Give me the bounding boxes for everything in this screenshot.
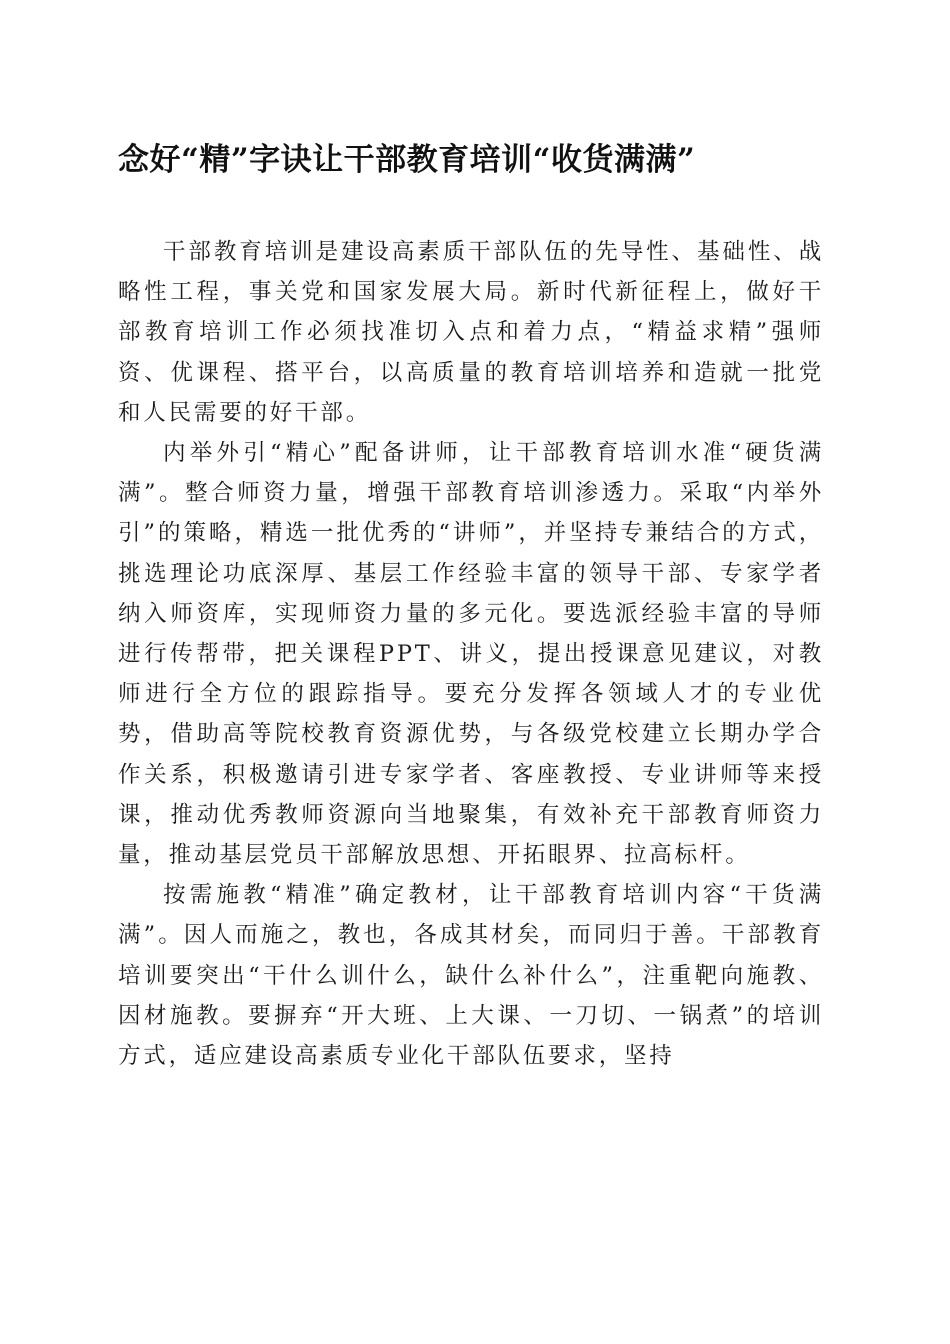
paragraph-materials: 按需施教“精准”确定教材，让干部教育培训内容“干货满满”。因人而施之，教也，各成其材矣，而同归于善。干部教育培训要突出“干什么训什么，缺什么补什么”，注重靶向施教、因材施教。要摒弃“开大班、上大课、一刀切、一锅煮”的培训方式，适应建设高素质专业化干部队伍要求，坚持 (118, 882, 824, 1070)
document-body (118, 232, 824, 1076)
document-title: 念好“精”字诀让干部教育培训“收货满满” (118, 142, 696, 178)
paragraph-intro: 干部教育培训是建设高素质干部队伍的先导性、基础性、战略性工程，事关党和国家发展大局。新时代新征程上，做好干部教育培训工作必须找准切入点和着力点，“精益求精”强师资、优课程、搭平台，以高质量的教育培训培养和造就一批党和人民需要的好干部。 (118, 239, 824, 426)
paragraph-teachers: 内举外引“精心”配备讲师，让干部教育培训水准“硬货满满”。整合师资力量，增强干部教育培训渗透力。采取“内举外引”的策略，精选一批优秀的“讲师”，并坚持专兼结合的方式，挑选理论功底深厚、基层工作经验丰富的领导干部、专家学者纳入师资库，实现师资力量的多元化。要选派经验丰富的导师进行传帮带，把关课程PPT、讲义，提出授课意见建议，对教师进行全方位的跟踪指导。要充分发挥各领域人才的专业优势，借助高等院校教育资源优势，与各级党校建立长期办学合作关系，积极邀请引进专家学者、客座教授、专业讲师等来授课，推动优秀教师资源向当地聚集，有效补充干部教育师资力量，推动基层党员干部解放思想、开拓眼界、拉高标杆。 (118, 440, 824, 869)
